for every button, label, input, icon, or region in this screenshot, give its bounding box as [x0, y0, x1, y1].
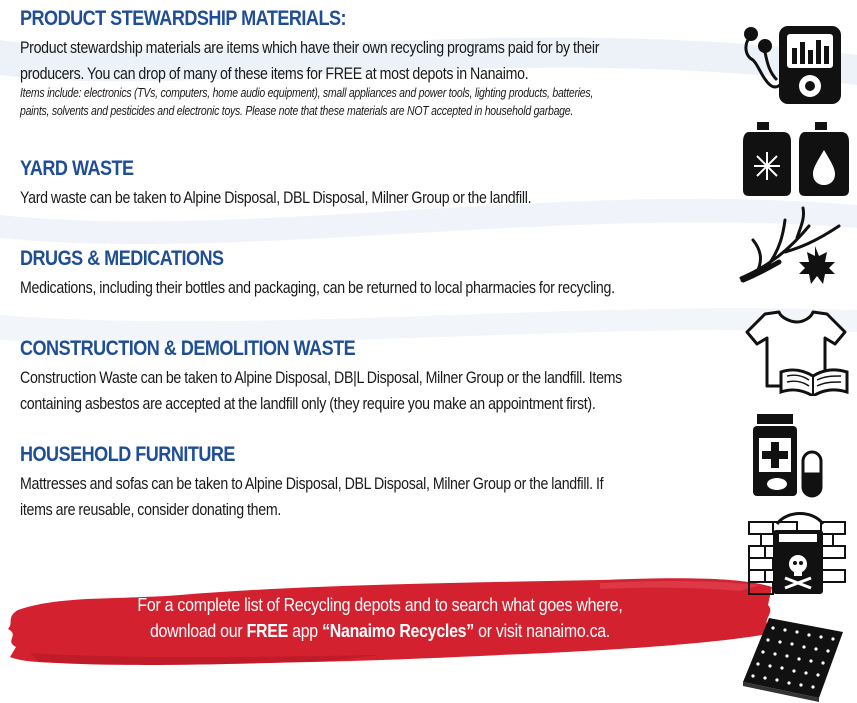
section-heading: CONSTRUCTION & DEMOLITION WASTE [20, 337, 356, 360]
paint-can-bricks-icon [747, 512, 847, 598]
banner-app-name: “Nanaimo Recycles” [322, 620, 474, 641]
section-body [20, 35, 735, 87]
icon-column [733, 0, 849, 703]
items-line: Items include: electronics (TVs, computers, home audio equipment), small appliances and power tools, lighting products, batteries, [20, 86, 594, 100]
items-line: paints, solvents and pesticides and electronic toys. Please note that these materials are NOT accepted in household garbage. [20, 104, 574, 118]
section-household-furniture [20, 442, 735, 523]
section-items-note [20, 84, 735, 120]
section-drugs-medications [20, 246, 735, 301]
body-line: Yard waste can be taken to Alpine Disposal, DBL Disposal, Milner Group or the landfill. [20, 189, 532, 207]
banner-text-post: or visit nanaimo.ca. [473, 620, 611, 641]
banner-free-label: FREE [246, 620, 288, 641]
body-line: Product stewardship materials are items which have their own recycling programs paid for by their [20, 39, 600, 57]
branch-leaf-icon [739, 206, 849, 286]
mattress-icon [739, 612, 847, 702]
banner-text-pre: download our [149, 620, 247, 641]
section-product-stewardship [20, 6, 735, 120]
body-line: containing asbestos are accepted at the landfill only (they require you make an appointment first). [20, 395, 596, 413]
section-yard-waste [20, 156, 735, 211]
section-body [20, 275, 735, 301]
antifreeze-oil-jugs-icon [743, 120, 849, 196]
body-line: Mattresses and sofas can be taken to Alpine Disposal, DBL Disposal, Milner Group or the landfill. If [20, 475, 604, 493]
section-body [20, 365, 735, 417]
tshirt-book-icon [743, 310, 849, 396]
section-heading: YARD WASTE [20, 157, 134, 180]
medication-pills-icon [751, 412, 843, 498]
section-heading: DRUGS & MEDICATIONS [20, 247, 224, 270]
section-body [20, 185, 735, 211]
body-line: Construction Waste can be taken to Alpine Disposal, DB|L Disposal, Milner Group or the landfill. Items [20, 369, 622, 387]
banner-line-2 [70, 618, 689, 644]
section-heading: HOUSEHOLD FURNITURE [20, 443, 235, 466]
section-body [20, 471, 735, 523]
body-line: Medications, including their bottles and packaging, can be returned to local pharmacies for recycling. [20, 279, 615, 297]
body-line: producers. You can drop of many of these items for FREE at most depots in Nanaimo. [20, 65, 529, 83]
banner-line-1: For a complete list of Recycling depots and to search what goes where, [137, 594, 623, 615]
body-line: items are reusable, consider donating them. [20, 501, 281, 519]
section-heading: PRODUCT STEWARDSHIP MATERIALS: [20, 7, 346, 30]
mp3-player-icon [739, 22, 849, 108]
banner-text [20, 592, 740, 644]
section-construction-demolition [20, 336, 735, 417]
banner-text-mid: app [287, 620, 323, 641]
